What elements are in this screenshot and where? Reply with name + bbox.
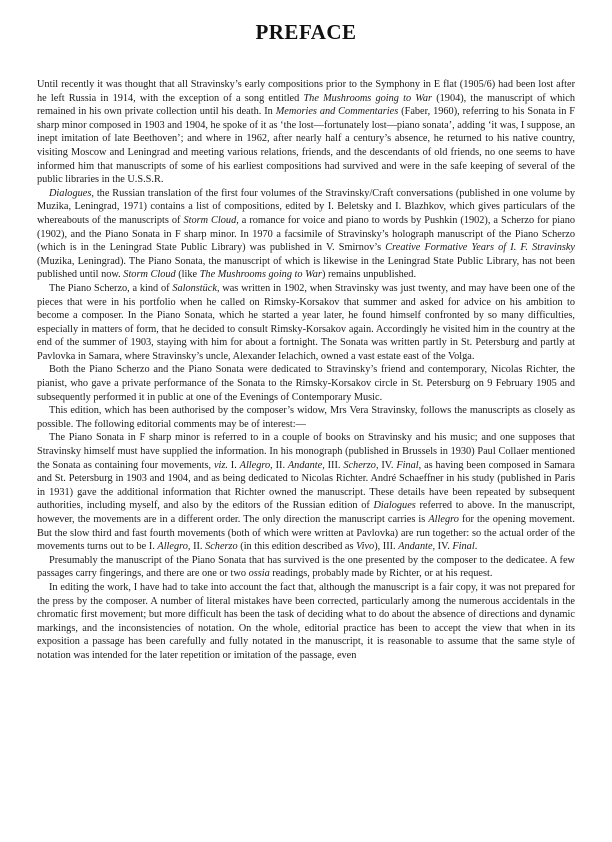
- text-run: , II.: [187, 541, 206, 553]
- paragraph: [37, 363, 575, 404]
- text-run: (like: [175, 269, 200, 281]
- preface-body: [37, 78, 575, 663]
- paragraph: [37, 187, 575, 282]
- text-run: Until recently it was thought that all Stravinsky’s early compositions prior to the Symphony in E flat (1905/6) had been lost after he left Russia in 1914, with the exception of a song entitled: [37, 79, 575, 104]
- paragraph: [37, 431, 575, 553]
- text-run: This edition, which has been authorised by the composer’s widow, Mrs Vera Stravinsky, follows the manuscripts as closely as possible. The following editorial comments may be of interest:—: [37, 405, 575, 430]
- text-run: for the opening movement. But the slow third and fast fourth movements (both of which were written at Pavlovka) are run together: so the actual order of the movements turns out to be I.: [37, 514, 575, 553]
- text-run: I.: [227, 459, 240, 471]
- text-run: .: [474, 541, 478, 553]
- italic-run: Memories and Commentaries: [275, 106, 399, 118]
- text-run: , IV.: [375, 459, 397, 471]
- paragraph: [37, 78, 575, 187]
- text-run: (in this edition described as: [237, 541, 357, 553]
- text-run: , as having been composed in Samara and St. Petersburg in 1903 and 1904, and as being dedicated to Nicolas Richter. André Schaeffner in his study (published in Paris in 1931) gave the additional information that Richter owned the manuscript. These details have been repeated by subsequent authorities, including myself, and also by the editors of the Russian edition of: [37, 459, 575, 512]
- text-run: , a romance for voice and piano to words by Pushkin (1902), a Scherzo for piano (1902), and the Piano Sonata in F sharp minor. In 1970 a facsimile of Stravinsky’s holograph manuscript of the Piano Scherzo (which is in the Leningrad State Public Library) was published in V. Smirnov’s: [37, 214, 575, 254]
- text-run: (1904), the manuscript of which remained in his own private collection until his death. In: [37, 92, 575, 118]
- text-run: (Muzika, Leningrad). The Piano Sonata, the manuscript of which is likewise in the Leningrad State Public Library, has not been published until now.: [37, 255, 575, 281]
- text-run: readings, probably made by Richter, or at his request.: [269, 568, 493, 580]
- paragraph: [37, 581, 575, 663]
- italic-run: Allegro: [157, 541, 188, 553]
- text-run: referred to above. In the manuscript, however, the movements are in a different order. The only direction the manuscript carries is: [37, 500, 575, 525]
- italic-run: Allegro: [239, 459, 271, 471]
- italic-run: The Mushrooms going to War: [303, 92, 433, 104]
- text-run: Both the Piano Scherzo and the Piano Sonata were dedicated to Stravinsky’s friend and contemporary, Nicolas Richter, the pianist, who gave a private performance of the Sonata to the Rimsky-Korsakov circle in St. Petersburg on 9 February 1905 and subsequently performed it in public at one of the Evenings of Contemporary Music.: [37, 364, 575, 403]
- text-run: The Piano Scherzo, a kind of: [49, 282, 173, 294]
- italic-run: Allegro: [428, 514, 459, 525]
- italic-run: Final: [452, 541, 475, 553]
- italic-run: viz.: [213, 459, 228, 471]
- italic-run: Vivo: [356, 541, 375, 553]
- italic-run: Andante: [398, 541, 433, 553]
- italic-run: Salonstück: [172, 282, 217, 294]
- text-run: , the Russian translation of the first four volumes of the Stravinsky/Craft conversations (published in one volume by Muzika, Leningrad, 1971) contains a list of compositions, edited by I. Beletsky and I. Blazhkov, which gives particulars of the whereabouts of the manuscripts of: [37, 187, 575, 226]
- paragraph: [37, 282, 575, 364]
- text-run: , III.: [322, 459, 344, 471]
- italic-run: Scherzo: [343, 459, 376, 471]
- italic-run: Andante: [287, 459, 323, 471]
- text-run: Presumably the manuscript of the Piano Sonata that has survived is the one presented by the composer to the dedicatee. A few passages carry fingerings, and there are one or two: [37, 554, 575, 580]
- paragraph: [37, 404, 575, 431]
- text-run: ) remains unpublished.: [321, 269, 417, 281]
- text-run: , was written in 1902, when Stravinsky was just twenty, and may have been one of the pieces that were in his portfolio when he called on Rimsky-Korsakov that summer and asked for advice on his ambition to become a composer. In the Piano Sonata, which he started a year later, he found himself confronted by so many difficulties, especially in matters of form, that he decided to consult Rimsky-Korsakov again. Accordingly he visited him in the country at the end of the summer of 1903, staying with him for about a fortnight. The Sonata was written partly in St. Petersburg and partly at Pavlovka in Samara, where Stravinsky’s uncle, Alexander Ielachich, owned a vast estate east of the Volga.: [37, 282, 575, 362]
- paragraph: [37, 554, 575, 581]
- text-run: The Piano Sonata in F sharp minor is referred to in a couple of books on Stravinsky and his music; and one supposes that Stravinsky himself must have supplied the information. In his monograph (published in Brussels in 1930) Paul Collaer mentioned the Sonata as containing four movements,: [37, 432, 575, 471]
- italic-run: Dialogues: [49, 187, 92, 199]
- text-run: ), III.: [374, 541, 399, 553]
- italic-run: Final: [396, 459, 419, 471]
- italic-run: Storm Cloud: [183, 214, 237, 226]
- italic-run: Dialogues: [373, 500, 416, 512]
- italic-run: Storm Cloud: [123, 269, 176, 281]
- italic-run: Scherzo: [205, 541, 238, 553]
- text-run: , IV.: [432, 541, 453, 553]
- italic-run: The Mushrooms going to War: [199, 269, 322, 281]
- text-run: (Faber, 1960), referring to his Sonata in F sharp minor composed in 1903 and 1904, he spoke of it as ‘the lost—fortunately lost—piano sonata’, adding ‘it was, I suppose, an inept imitation of late Beethoven’; and where in 1962, after nearly half a century’s absence, he returned to his native country, visiting Moscow and Leningrad and meeting various relations, friends, and the descendants of old friends, no one seems to have informed him that manuscripts of some of his earliest compositions had survived and were in the safe keeping of several of the public libraries in the U.S.S.R.: [37, 106, 575, 186]
- text-run: In editing the work, I have had to take into account the fact that, although the manuscript is a fair copy, it was not prepared for the press by the composer. A number of literal mistakes have been corrected, particularly among the numerous accidentals in the chromatic first movement; but more difficult has been the task of deciding what to do about the absence of directions and dynamic markings, and the inconsistencies of notation. On the whole, editorial practice has been to accept the view that when in its exposition a passage has been carefully and fully notated in the manuscript, it is reasonable to assume that the same style of notation was intended for the later repetition or imitation of the passage, even: [37, 581, 575, 661]
- page-title: PREFACE: [255, 20, 357, 44]
- italic-run: ossia: [248, 568, 270, 580]
- text-run: , II.: [270, 459, 288, 471]
- italic-run: Creative Formative Years of I. F. Stravinsky: [385, 242, 575, 254]
